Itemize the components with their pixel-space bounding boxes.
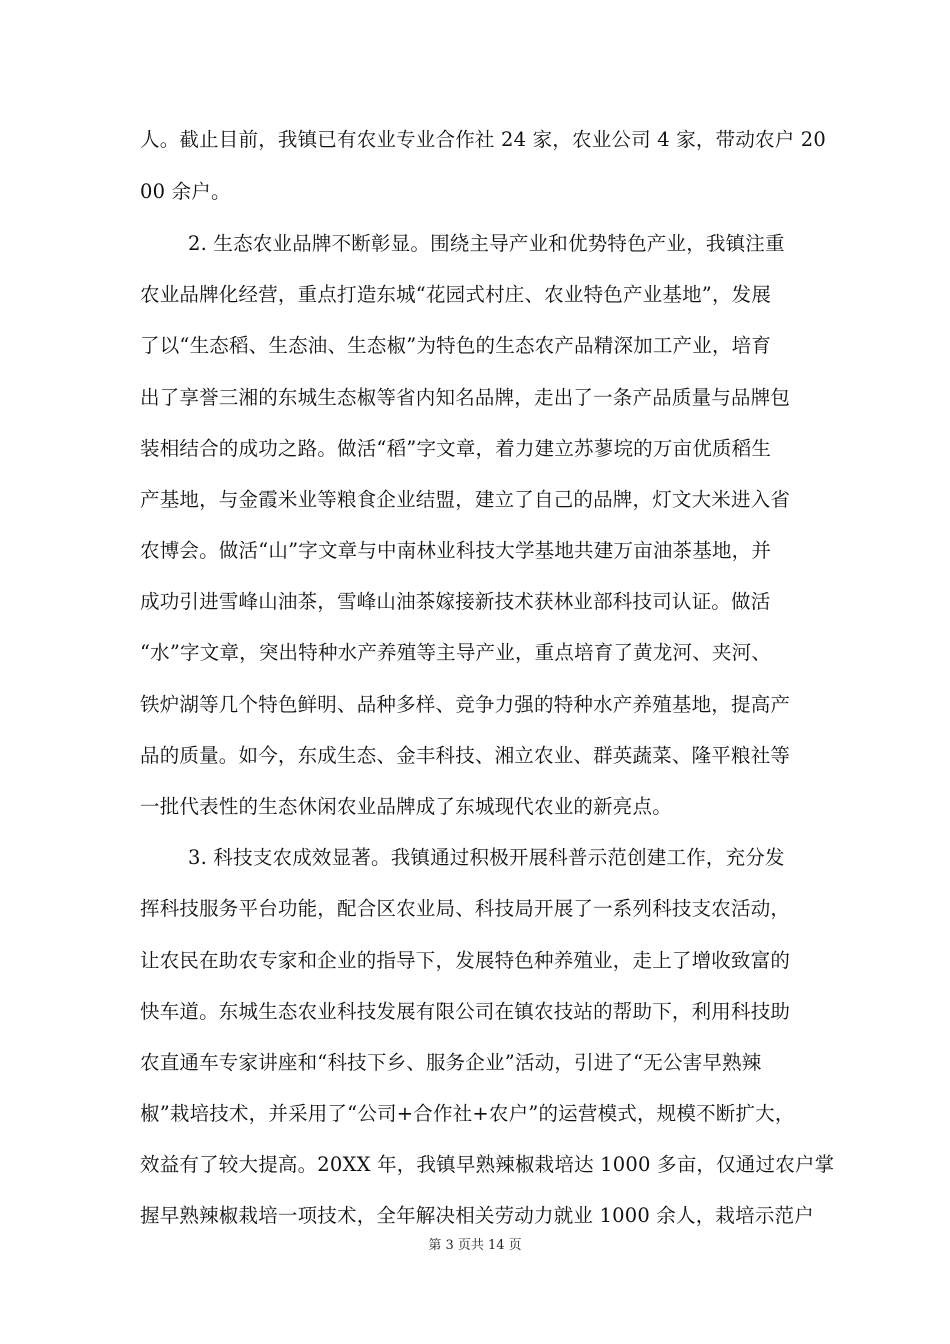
text-line: 让农民在助农专家和企业的指导下，发展特色种养殖业，走上了增收致富的 <box>140 949 791 972</box>
text-line: 农直通车专家讲座和“科技下乡、服务企业”活动，引进了“无公害早熟辣 <box>140 1051 762 1074</box>
text-line: 椒”栽培技术，并采用了“公司+合作社+农户”的运营模式，规模不断扩大， <box>140 1102 795 1125</box>
text-line: 铁炉湖等几个特色鲜明、品种多样、竞争力强的特种水产养殖基地，提高产 <box>140 693 791 716</box>
text-line: 挥科技服务平台功能，配合区农业局、科技局开展了一系列科技支农活动， <box>140 897 791 920</box>
text-line: 装相结合的成功之路。做活“稻”字文章，着力建立苏蓼垸的万亩优质稻生 <box>140 437 772 460</box>
text-line: 00 余户。 <box>140 180 231 203</box>
text-line: 握早熟辣椒栽培一项技术，全年解决相关劳动力就业 1000 余人，栽培示范户 <box>140 1204 814 1227</box>
paragraph-start-line: 3. 科技支农成效显著。我镇通过积极开展科普示范创建工作，充分发 <box>188 846 785 869</box>
text-line: 一批代表性的生态休闲农业品牌成了东城现代农业的新亮点。 <box>140 795 672 818</box>
page-number-footer: 第 3 页共 14 页 <box>428 1238 522 1253</box>
paragraph-start-line: 2. 生态农业品牌不断彰显。围绕主导产业和优势特色产业，我镇注重 <box>188 232 785 255</box>
text-line: 出了享誉三湘的东城生态椒等省内知名品牌，走出了一条产品质量与品牌包 <box>140 386 791 409</box>
text-line: 产基地，与金霞米业等粮食企业结盟，建立了自己的品牌，灯文大米进入省 <box>140 488 791 511</box>
text-line: 快车道。东城生态农业科技发展有限公司在镇农技站的帮助下，利用科技助 <box>140 1000 791 1023</box>
text-line: 效益有了较大提高。20XX 年，我镇早熟辣椒栽培达 1000 多亩，仅通过农户掌 <box>140 1153 835 1176</box>
text-line: 品的质量。如今，东成生态、金丰科技、湘立农业、群英蔬菜、隆平粮社等 <box>140 744 791 767</box>
text-line: 农博会。做活“山”字文章与中南林业科技大学基地共建万亩油茶基地，并 <box>140 539 772 562</box>
text-line: “水”字文章，突出特种水产养殖等主导产业，重点培育了黄龙河、夹河、 <box>140 641 772 664</box>
text-line: 农业品牌化经营，重点打造东城“花园式村庄、农业特色产业基地”，发展 <box>140 283 772 306</box>
text-line: 了以“生态稻、生态油、生态椒”为特色的生态农产品精深加工产业，培育 <box>140 334 772 357</box>
text-line: 成功引进雪峰山油茶，雪峰山油茶嫁接新技术获林业部科技司认证。做活 <box>140 590 771 613</box>
text-line: 人。截止目前，我镇已有农业专业合作社 24 家，农业公司 4 家，带动农户 20 <box>140 128 827 151</box>
